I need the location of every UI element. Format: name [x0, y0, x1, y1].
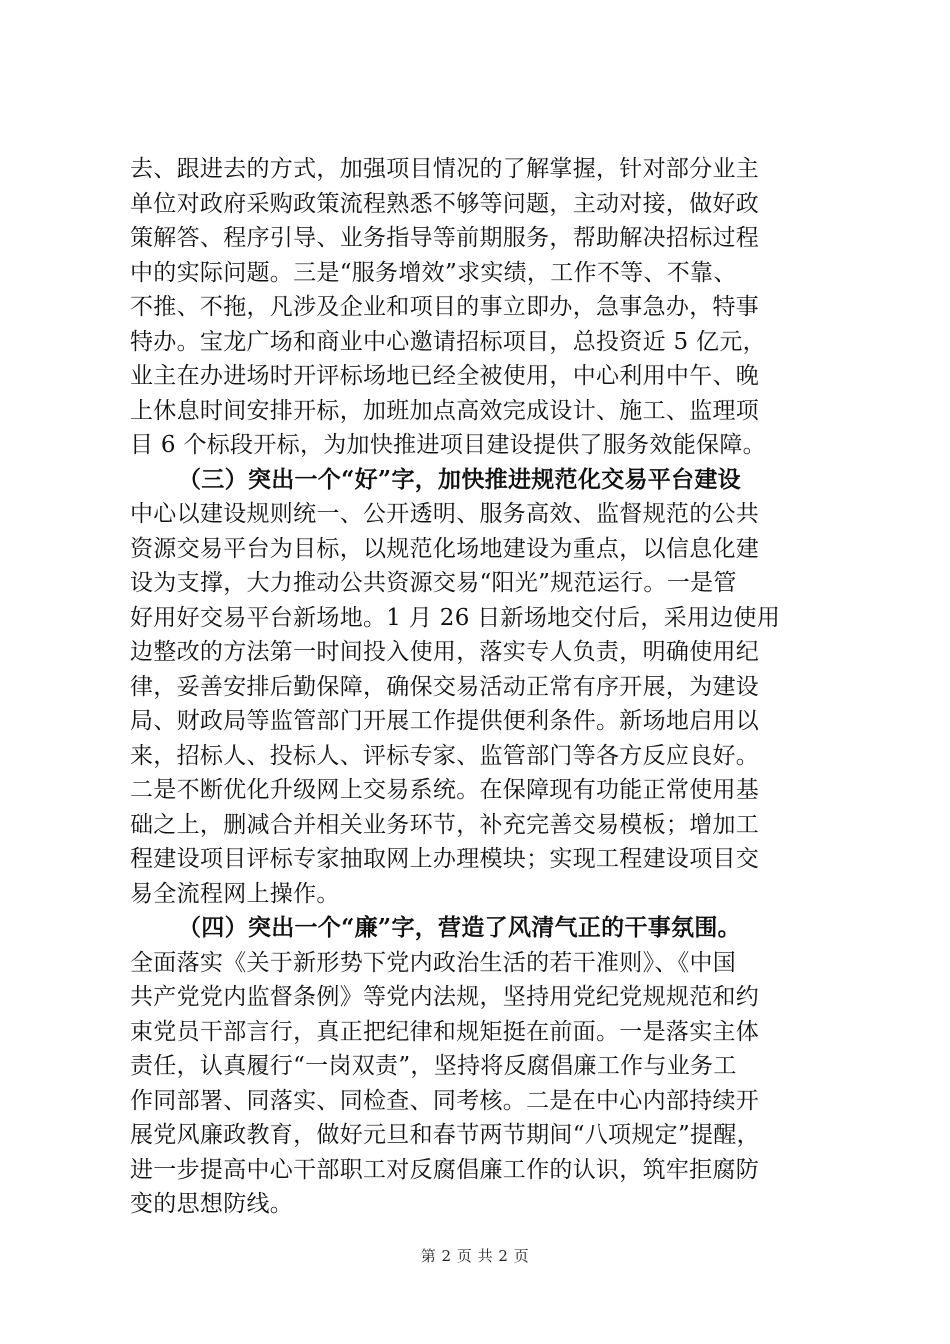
body-text-line: 共产党党内监督条例》等党内法规，坚持用党纪党规规范和约	[130, 984, 760, 1010]
body-text-line: 全面落实《关于新形势下党内政治生活的若干准则》、《中国	[130, 949, 737, 976]
body-text-line: 目 6 个标段开标，为加快推进项目建设提供了服务效能保障。	[130, 432, 766, 458]
body-text-line: 业主在办进场时开评标场地已经全被使用，中心利用中午、晚	[130, 363, 760, 389]
body-text-line: 来，招标人、投标人、评标专家、监管部门等各方反应良好。	[130, 742, 760, 769]
body-text-line: 去、跟进去的方式，加强项目情况的了解掌握，针对部分业主	[130, 156, 760, 182]
body-text-line: 边整改的方法第一时间投入使用，落实专人负责，明确使用纪	[130, 639, 760, 665]
page-footer: 第 2 页 共 2 页	[420, 1247, 530, 1265]
body-text-line: 进一步提高中心干部职工对反腐倡廉工作的认识，筑牢拒腐防	[130, 1156, 760, 1183]
body-text-line: 单位对政府采购政策流程熟悉不够等问题，主动对接，做好政	[130, 190, 760, 217]
body-text-line: 易全流程网上操作。	[130, 880, 340, 907]
body-text-line: 变的思想防线。	[130, 1191, 294, 1217]
body-text-line: 策解答、程序引导、业务指导等前期服务，帮助解决招标过程	[130, 225, 760, 251]
body-text-line: 设为支撑，大力推动公共资源交易“阳光”规范运行。一是管	[130, 570, 737, 596]
body-text-line: 二是不断优化升级网上交易系统。在保障现有功能正常使用基	[130, 777, 760, 803]
body-text-line: 特办。宝龙广场和商业中心邀请招标项目，总投资近 5 亿元，	[130, 328, 766, 355]
body-text-line: 展党风廉政教育，做好元旦和春节两节期间“八项规定”提醒，	[130, 1122, 760, 1148]
body-text-line: 础之上，删减合并相关业务环节，补充完善交易模板；增加工	[130, 811, 760, 838]
body-text-line: 不推、不拖，凡涉及企业和项目的事立即办，急事急办，特事	[130, 294, 760, 320]
body-text-line: 责任，认真履行“一岗双责”，坚持将反腐倡廉工作与业务工	[130, 1053, 737, 1079]
body-text-line: 中的实际问题。三是“服务增效”求实绩，工作不等、不靠、	[130, 259, 737, 286]
body-text-line: 中心以建设规则统一、公开透明、服务高效、监督规范的公共	[130, 501, 760, 527]
document-body	[130, 152, 830, 1222]
body-text-line: 局、财政局等监管部门开展工作提供便利条件。新场地启用以	[130, 708, 760, 734]
body-text-line: 好用好交易平台新场地。1 月 26 日新场地交付后，采用边使用	[130, 604, 781, 631]
body-text-line: 资源交易平台为目标，以规范化场地建设为重点，以信息化建	[130, 535, 760, 562]
section-heading: （四）突出一个“廉”字，营造了风清气正的干事氛围。	[178, 914, 741, 941]
body-text-line: 束党员干部言行，真正把纪律和规矩挺在前面。一是落实主体	[130, 1018, 760, 1045]
section-heading: （三）突出一个“好”字，加快推进规范化交易平台建设	[178, 465, 741, 493]
body-text-line: 程建设项目评标专家抽取网上办理模块；实现工程建设项目交	[130, 846, 760, 872]
body-text-line: 律，妥善安排后勤保障，确保交易活动正常有序开展，为建设	[130, 673, 760, 700]
body-text-line: 上休息时间安排开标，加班加点高效完成设计、施工、监理项	[130, 397, 760, 424]
body-text-line: 作同部署、同落实、同检查、同考核。二是在中心内部持续开	[130, 1087, 760, 1114]
